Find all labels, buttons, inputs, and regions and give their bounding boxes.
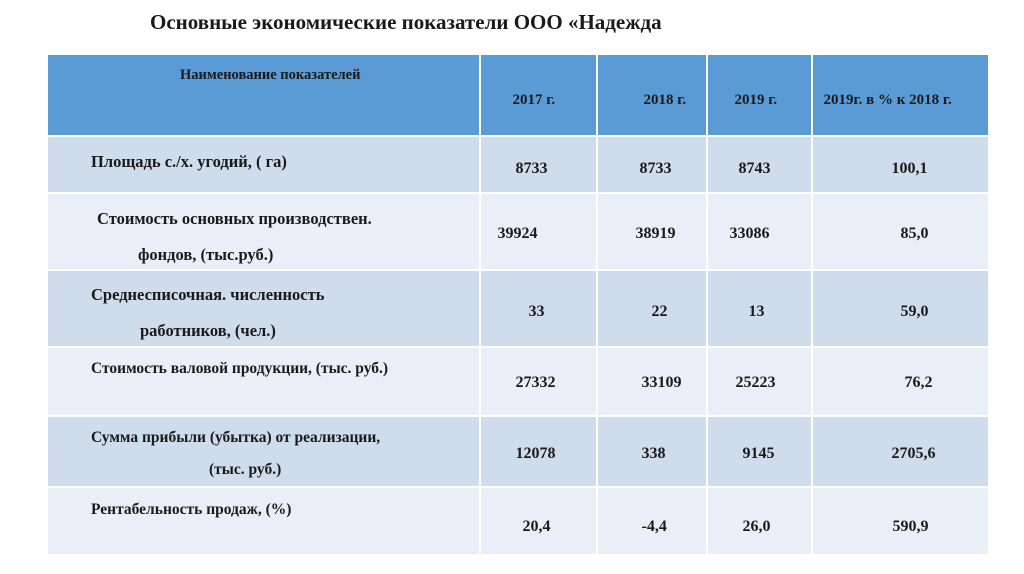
value-2019: 33086 (729, 224, 770, 242)
header-text: Наименование показателей (180, 67, 361, 83)
value-cell (707, 136, 812, 193)
value-cell (480, 347, 597, 416)
value-percent: 100,1 (891, 159, 928, 177)
header-text: 2019 г. (734, 92, 778, 108)
row-label-line: Площадь с./х. угодий, ( га) (91, 151, 287, 171)
value-cell (812, 487, 989, 555)
header-year-2018 (597, 55, 707, 136)
value-cell (597, 487, 707, 555)
value-2017: 27332 (515, 373, 556, 391)
value-cell (707, 270, 812, 347)
row-label-line: (тыс. руб.) (209, 460, 282, 478)
value-cell (480, 487, 597, 555)
table-row (48, 416, 989, 487)
value-cell (812, 270, 989, 347)
indicators-table (47, 54, 990, 556)
value-percent: 76,2 (904, 373, 933, 391)
value-2017: 8733 (515, 159, 548, 177)
row-label-line: Сумма прибыли (убытка) от реализации, (91, 428, 381, 446)
value-cell (597, 193, 707, 270)
row-label (48, 487, 480, 555)
value-cell (480, 416, 597, 487)
page-title: Основные экономические показатели ООО «Надежда (150, 10, 662, 34)
value-cell (812, 416, 989, 487)
value-percent: 85,0 (900, 224, 929, 242)
value-cell (480, 193, 597, 270)
value-2018: 33109 (641, 373, 682, 391)
value-2018: -4,4 (641, 517, 667, 535)
table-row (48, 193, 989, 270)
table-header-row (48, 55, 989, 136)
value-cell (707, 487, 812, 555)
value-2019: 13 (748, 302, 765, 320)
header-text: 2017 г. (512, 92, 556, 108)
row-label (48, 270, 480, 347)
row-label-line: фондов, (тыс.руб.) (138, 244, 274, 264)
value-cell (812, 193, 989, 270)
row-label (48, 416, 480, 487)
table-row (48, 270, 989, 347)
value-cell (480, 270, 597, 347)
value-2018: 338 (641, 444, 666, 462)
value-percent: 2705,6 (891, 444, 936, 462)
value-cell (707, 347, 812, 416)
header-text: 2019г. в % к 2018 г. (823, 92, 952, 108)
value-cell (812, 136, 989, 193)
value-2017: 12078 (515, 444, 556, 462)
header-year-2017 (480, 55, 597, 136)
table-row (48, 136, 989, 193)
value-2018: 22 (651, 302, 668, 320)
row-label-line: Рентабельность продаж, (%) (91, 500, 292, 518)
value-2019: 26,0 (742, 517, 771, 535)
value-2019: 25223 (735, 373, 776, 391)
value-cell (707, 193, 812, 270)
row-label (48, 347, 480, 416)
value-cell (597, 270, 707, 347)
value-2017: 20,4 (522, 517, 551, 535)
value-2018: 38919 (635, 224, 676, 242)
value-2017: 39924 (497, 224, 538, 242)
value-2019: 8743 (738, 159, 771, 177)
row-label (48, 136, 480, 193)
value-cell (812, 347, 989, 416)
header-indicator-name (48, 55, 480, 136)
row-label (48, 193, 480, 270)
value-cell (597, 136, 707, 193)
value-cell (597, 347, 707, 416)
value-2017: 33 (528, 302, 545, 320)
row-label-line: Стоимость основных производствен. (97, 208, 372, 228)
row-label-line: работников, (чел.) (140, 320, 276, 340)
value-cell (480, 136, 597, 193)
value-cell (597, 416, 707, 487)
value-percent: 59,0 (900, 302, 929, 320)
header-text: 2018 г. (643, 92, 687, 108)
value-percent: 590,9 (892, 517, 929, 535)
table-row (48, 347, 989, 416)
header-percent (812, 55, 989, 136)
value-2018: 8733 (639, 159, 672, 177)
header-year-2019 (707, 55, 812, 136)
value-cell (707, 416, 812, 487)
row-label-line: Стоимость валовой продукции, (тыс. руб.) (91, 359, 389, 377)
value-2019: 9145 (742, 444, 775, 462)
row-label-line: Среднесписочная. численность (91, 284, 325, 304)
table-row (48, 487, 989, 555)
